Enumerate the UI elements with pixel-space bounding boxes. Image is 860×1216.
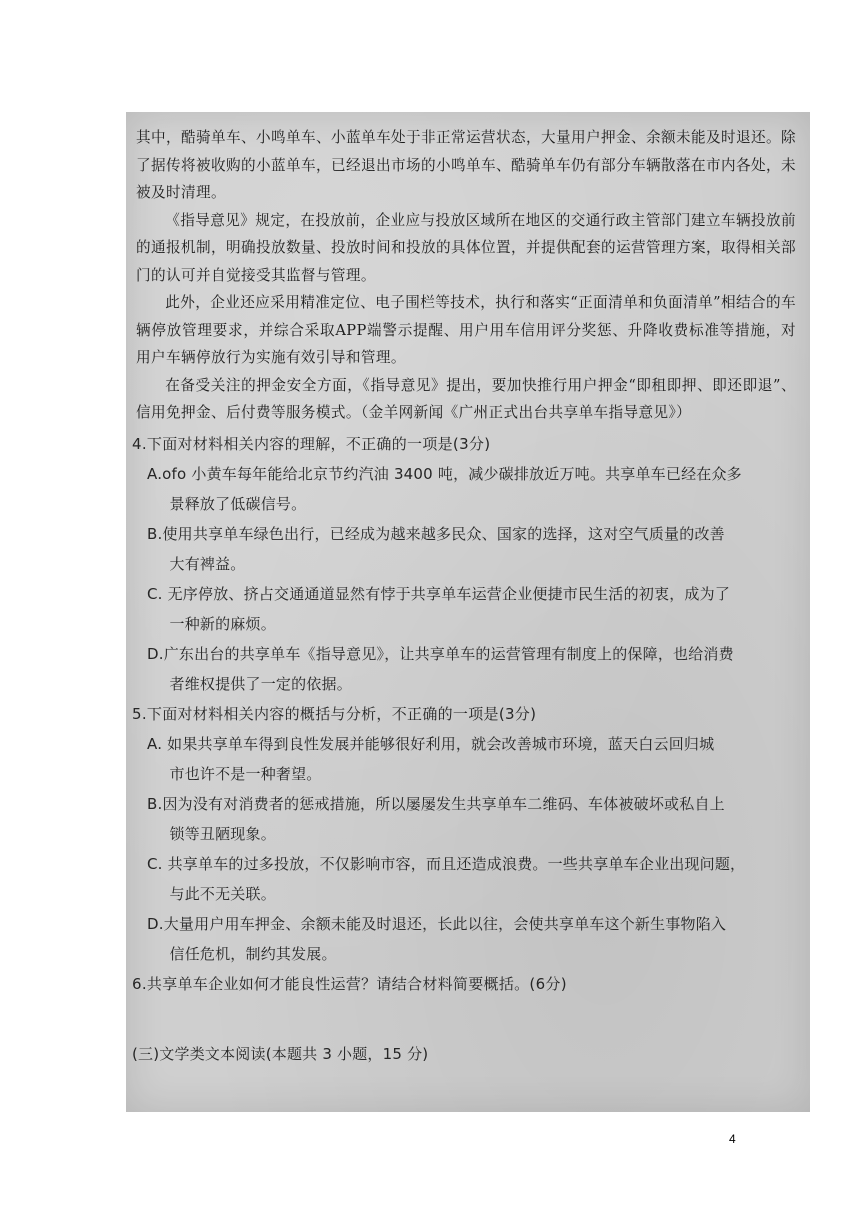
page-number: 4 bbox=[729, 1132, 736, 1146]
question-4-option-d-line1: D.广东出台的共享单车《指导意见》，让共享单车的运营管理有制度上的保障，也给消费 bbox=[147, 644, 734, 663]
question-5-option-d bbox=[132, 909, 796, 969]
question-4-option-c-line1: C. 无序停放、挤占交通通道显然有悖于共享单车运营企业便捷市民生活的初衷，成为了 bbox=[147, 584, 731, 603]
question-4-option-b-line1: B.使用共享单车绿色出行，已经成为越来越多民众、国家的选择，这对空气质量的改善 bbox=[147, 524, 725, 543]
question-5-option-b bbox=[132, 789, 796, 849]
question-4 bbox=[132, 429, 796, 699]
question-5-option-d-line1: D.大量用户用车押金、余额未能及时退还，长此以往，会使共享单车这个新生事物陷入 bbox=[147, 914, 727, 933]
section-heading: (三)文学类文本阅读(本题共 3 小题，15 分) bbox=[132, 1044, 429, 1063]
question-5-option-a bbox=[132, 729, 796, 789]
question-5-option-b-line2: 锁等丑陋现象。 bbox=[169, 824, 276, 843]
question-5-option-c-line1: C. 共享单车的过多投放，不仅影响市容，而且还造成浪费。一些共享单车企业出现问题， bbox=[147, 854, 746, 873]
question-4-option-a-line2: 景释放了低碳信号。 bbox=[169, 494, 307, 513]
question-4-option-c bbox=[132, 579, 796, 639]
question-5-option-b-line1: B.因为没有对消费者的惩戒措施，所以屡屡发生共享单车二维码、车体被破坏或私自上 bbox=[147, 794, 725, 813]
question-6-stem: 6.共享单车企业如何才能良性运营？请结合材料简要概括。(6分) bbox=[132, 974, 567, 993]
question-5-option-c-line2: 与此不无关联。 bbox=[169, 884, 276, 903]
question-4-option-b-line2: 大有裨益。 bbox=[169, 554, 246, 573]
passage-paragraph-2: 《指导意见》规定，在投放前，企业应与投放区域所在地区的交通行政主管部门建立车辆投放前的通报机制，明确投放数量、投放时间和投放的具体位置，并提供配套的运营管理方案，取得相关部门的认可并自觉接受其监督与管理。 bbox=[136, 211, 796, 284]
question-5-stem: 5.下面对材料相关内容的概括与分析，不正确的一项是(3分) bbox=[132, 704, 537, 723]
question-4-stem: 4.下面对材料相关内容的理解，不正确的一项是(3分) bbox=[132, 434, 491, 453]
page-content bbox=[132, 124, 796, 1069]
question-5-option-d-line2: 信任危机，制约其发展。 bbox=[169, 944, 337, 963]
question-5-option-c bbox=[132, 849, 796, 909]
question-4-option-a-line1: A.ofo 小黄车每年能给北京节约汽油 3400 吨，减少碳排放近万吨。共享单车已经在众多 bbox=[147, 464, 742, 483]
question-4-option-c-line2: 一种新的麻烦。 bbox=[169, 614, 276, 633]
passage-paragraph-4: 在备受关注的押金安全方面，《指导意见》提出，要加快推行用户押金“即租即押、即还即退”、信用免押金、后付费等服务模式。（金羊网新闻《广州正式出台共享单车指导意见》） bbox=[136, 376, 796, 421]
question-4-option-a bbox=[132, 459, 796, 519]
question-5-option-a-line1: A. 如果共享单车得到良性发展并能够很好利用，就会改善城市环境，蓝天白云回归城 bbox=[147, 734, 715, 753]
question-4-option-d-line2: 者维权提供了一定的依据。 bbox=[169, 674, 352, 693]
question-4-option-b bbox=[132, 519, 796, 579]
question-4-option-d bbox=[132, 639, 796, 699]
passage-paragraph-3: 此外，企业还应采用精准定位、电子围栏等技术，执行和落实“正面清单和负面清单”相结合的车辆停放管理要求，并综合采取APP端警示提醒、用户用车信用评分奖惩、升降收费标准等措施，对用户车辆停放行为实施有效引导和管理。 bbox=[136, 294, 796, 366]
question-5 bbox=[132, 699, 796, 969]
passage-paragraph-1: 其中，酷骑单车、小鸣单车、小蓝单车处于非正常运营状态，大量用户押金、余额未能及时退还。除了据传将被收购的小蓝单车，已经退出市场的小鸣单车、酷骑单车仍有部分车辆散落在市内各处，未被及时清理。 bbox=[136, 129, 796, 201]
question-6 bbox=[132, 969, 796, 999]
question-5-option-a-line2: 市也许不是一种奢望。 bbox=[169, 764, 322, 783]
